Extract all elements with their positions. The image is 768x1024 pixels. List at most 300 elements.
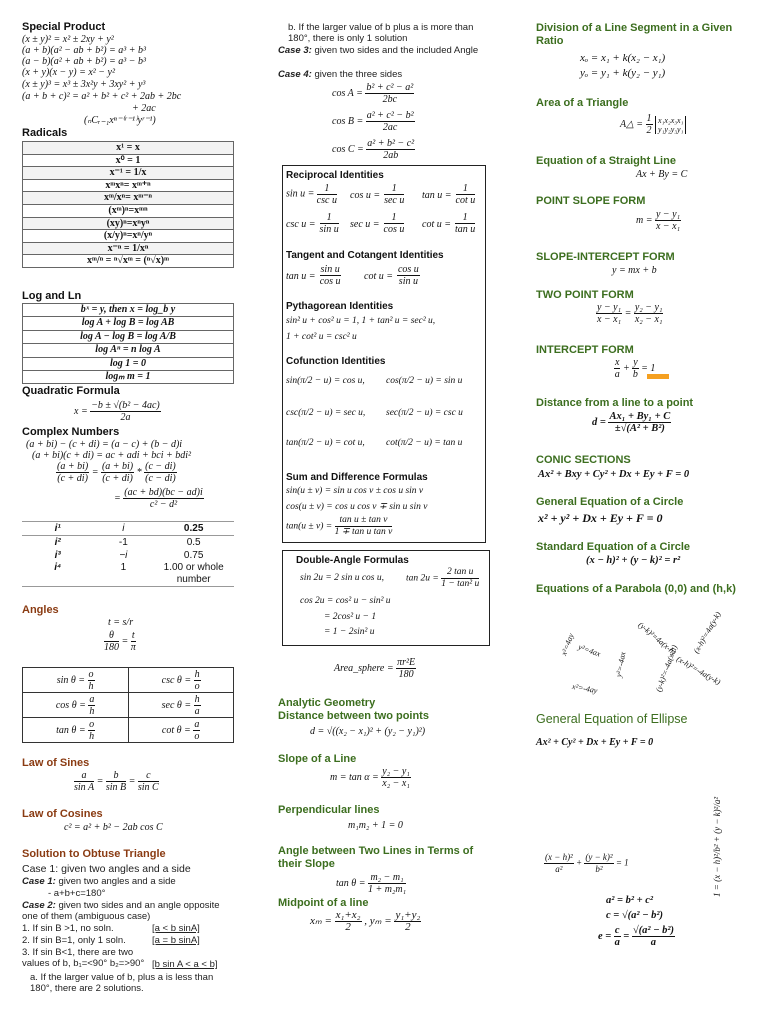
- imag-fraction: 1.00 or whole number: [163, 562, 224, 585]
- label: tan(u ± v) =: [286, 521, 333, 532]
- frac-den: a²: [555, 864, 563, 874]
- obtuse-sub-b: b. If the larger value of b plus a is more than 180°, there is only 1 solution: [288, 22, 474, 44]
- frac-den: sin B: [105, 782, 127, 793]
- frac-den: 1 − tan² u: [441, 579, 480, 589]
- quadratic-numerator: −b ± √(b² − 4ac): [91, 400, 160, 411]
- midpoint-title: Midpoint of a line: [278, 897, 369, 909]
- label: sin u =: [286, 188, 315, 200]
- imag-fraction: 0.5: [186, 537, 201, 548]
- radical-row: x¹ = x: [23, 142, 234, 155]
- obtuse-case1-sub: - a+b+c=180°: [48, 888, 106, 899]
- sum-diff-tan: [286, 515, 392, 538]
- quadratic-title: Quadratic Formula: [22, 385, 120, 397]
- frac-num: 2 tan u: [441, 567, 479, 579]
- cos-label: cos B =: [332, 115, 364, 127]
- imag-value: −i: [119, 550, 128, 561]
- special-product-line: (x + y)(x − y) = x² − y²: [22, 67, 115, 78]
- trig-ratios-table: [22, 667, 234, 743]
- plus: +: [622, 362, 630, 374]
- frac-den: cot u: [455, 195, 476, 206]
- label: A△ =: [620, 118, 644, 130]
- straight-line-formula: Ax + By = C: [636, 169, 688, 180]
- cofunction-row: cos(π/2 − u) = sin u: [386, 376, 463, 386]
- frac-num: b² + c² − a²: [366, 82, 414, 93]
- frac-den: sec u: [384, 195, 405, 206]
- case-label: Case 1:: [22, 876, 56, 887]
- matrix-row: x₁x₂x₃x₁: [658, 115, 684, 125]
- frac-den: 2: [405, 921, 411, 933]
- cos-label: cos C =: [332, 143, 364, 155]
- obtuse-title: Solution to Obtuse Triangle: [22, 848, 166, 860]
- frac-num: c: [138, 770, 159, 782]
- cos-rule: [332, 138, 415, 161]
- obtuse-item: 2. If sin B=1, only 1 soln.: [22, 935, 126, 946]
- pythag-title: Pythagorean Identities: [286, 301, 394, 312]
- frac-num: (c − di): [145, 461, 176, 472]
- cot-identity: [364, 264, 420, 287]
- slope-intercept-title: SLOPE-INTERCEPT FORM: [536, 251, 675, 263]
- parabola-label: (x-h)²=-4a(y-k): [675, 654, 723, 687]
- cofunction-row: sin(π/2 − u) = cos u,: [286, 376, 365, 386]
- log-row: logₘ m = 1: [23, 371, 234, 384]
- radicals-table: [22, 141, 234, 268]
- frac-num: y − y₁: [597, 302, 622, 313]
- frac-den: o: [194, 680, 200, 692]
- frac-den: cos u: [383, 224, 405, 235]
- frac-num: 1: [384, 212, 405, 224]
- obtuse-case2: [22, 900, 236, 922]
- radical-row: x⁻ⁿ = 1/xⁿ: [23, 242, 234, 255]
- cofunction-row: tan(π/2 − u) = cot u,: [286, 438, 365, 448]
- frac-num: m₂ − m₁: [368, 872, 406, 884]
- cos-label: cos A =: [332, 87, 363, 99]
- division-line: yₒ = y₁ + k(y₂ − y₁): [580, 67, 666, 79]
- obtuse-sub-a: a. If the larger value of b, plus a is less than 180°, there are 2 solutions.: [30, 972, 214, 994]
- frac-den: a: [614, 369, 620, 380]
- frac-num: y − y₁: [655, 209, 681, 220]
- ellipse-relation: c = √(a² − b²): [606, 910, 664, 921]
- label: xₘ =: [310, 915, 332, 928]
- frac-num: (y − k)²: [585, 852, 613, 862]
- frac-den: (c + di): [57, 473, 88, 484]
- radical-row: xᵐ/ⁿ = ⁿ√xᵐ = (ⁿ√x)ᵐ: [23, 255, 234, 268]
- case4: [278, 69, 402, 80]
- trig-cell: [23, 693, 129, 718]
- frac-den: h: [88, 680, 94, 692]
- double-line: sin 2u = 2 sin u cos u,: [300, 573, 384, 583]
- trig-label: csc θ =: [161, 674, 192, 686]
- angles-eq2: [104, 630, 136, 653]
- frac-den: 2: [646, 125, 652, 136]
- frac-num: 1: [455, 212, 475, 224]
- log-row: log 1 = 0: [23, 357, 234, 370]
- quadratic-lhs: x =: [74, 405, 88, 417]
- imag-value: i: [122, 523, 125, 534]
- equals: =: [91, 466, 99, 478]
- binomial-term: (ₙCᵣ₋₁xⁿ⁻⁽ʳ⁻¹⁾yʳ⁻¹): [84, 115, 156, 126]
- obtuse-case1-heading: Case 1: given two angles and a side: [22, 863, 191, 875]
- equals-one: = 1: [615, 857, 629, 868]
- special-product-title: Special Product: [22, 21, 106, 33]
- radical-row: (xᵐ)ⁿ=xᵐⁿ: [23, 204, 234, 217]
- trig-label: cos θ =: [55, 699, 86, 711]
- special-product-line: (a − b)(a² + ab + b²) = a³ − b³: [22, 56, 147, 67]
- pythag-line: 1 + cot² u = csc² u: [286, 332, 357, 342]
- equals: =: [121, 635, 129, 647]
- angle-lines-formula: [336, 872, 406, 895]
- equals-one: = 1: [641, 362, 656, 374]
- frac-num: a: [74, 770, 94, 782]
- label: m =: [636, 214, 653, 226]
- frac-num: 1: [384, 183, 404, 195]
- frac-den: a: [650, 937, 657, 948]
- frac-den: sin C: [137, 782, 159, 793]
- parabola-label: y²=4ax: [577, 642, 602, 659]
- slope-intercept-formula: y = mx + b: [612, 265, 657, 276]
- analytic-title: Analytic Geometry: [278, 697, 376, 709]
- reciprocal-row: [422, 183, 475, 206]
- log-table: [22, 303, 234, 384]
- frac-den: (c − di): [145, 473, 176, 484]
- ellipse-formula: Ax² + Cy² + Dx + Ey + F = 0: [536, 737, 654, 748]
- trig-cell: [129, 718, 234, 743]
- obtuse-condition: [a = b sinA]: [152, 935, 200, 946]
- frac-den: 2ab: [383, 150, 399, 161]
- std-circle-title: Standard Equation of a Circle: [536, 541, 691, 553]
- imag-fraction: 0.25: [183, 523, 204, 534]
- frac-den: 1 + m₂m₁: [367, 884, 407, 895]
- label: tan 2u =: [406, 573, 439, 584]
- complex-line: (a + bi)(c + di) = ac + adi + bci + bdi²: [32, 450, 192, 461]
- special-product-line: + 2ac: [132, 103, 156, 114]
- law-sines-formula: [74, 770, 159, 793]
- imag-power: i²: [54, 537, 61, 548]
- trig-label: tan θ =: [56, 724, 86, 736]
- frac-den: b²: [595, 864, 603, 874]
- frac-num: πr²E: [397, 657, 416, 668]
- frac-den: 2bc: [382, 94, 398, 105]
- special-product-line: (x ± y)² = x² ± 2xy + y²: [22, 34, 114, 45]
- label: sec u =: [350, 219, 380, 231]
- complex-line: (a + bi) − (c + di) = (a − c) + (b − d)i: [26, 439, 183, 450]
- midpoint-formula: [310, 910, 421, 933]
- equals: =: [623, 930, 630, 942]
- case-text: given two sides and an angle opposite one of them (ambiguous case): [22, 900, 220, 922]
- frac-den: 180: [398, 669, 414, 680]
- angles-title: Angles: [22, 604, 59, 616]
- slope-title: Slope of a Line: [278, 753, 357, 765]
- obtuse-case1: [22, 876, 176, 887]
- log-title: Log and Ln: [22, 290, 82, 302]
- obtuse-item: 1. If sin B >1, no soln.: [22, 923, 114, 934]
- obtuse-condition: [b sin A < a < b]: [152, 959, 218, 970]
- parabola-graphic: [534, 612, 754, 704]
- frac-num: (ac + bd)(bc − ad)i: [124, 487, 203, 498]
- frac-den: sin A: [74, 782, 95, 793]
- frac-num: y: [633, 357, 638, 368]
- frac-num: a: [194, 718, 200, 730]
- parabola-title: Equations of a Parabola (0,0) and (h,k): [536, 583, 736, 595]
- label: , yₘ =: [364, 915, 392, 928]
- ellipse-rotated: 1 = (x − h)²/b² + (y − k)²/a²: [712, 796, 722, 897]
- frac-den: h: [89, 705, 95, 717]
- ellipse-relation: a² = b² + c²: [606, 895, 654, 906]
- complex-division: [56, 461, 177, 484]
- double-line: = 1 − 2sin² u: [324, 627, 375, 637]
- frac-den: x − x₁: [655, 221, 681, 232]
- angle-lines-title: Angle between Two Lines in Terms of their Slope: [278, 845, 474, 870]
- area-triangle-title: Area of a Triangle: [536, 97, 629, 109]
- trig-cell: [129, 668, 234, 693]
- frac-num: t: [131, 630, 135, 641]
- frac-num: Ax₁ + By₁ + C: [609, 411, 671, 422]
- radicals-title: Radicals: [22, 127, 68, 139]
- double-angle-title: Double-Angle Formulas: [296, 555, 409, 566]
- quadratic-denominator: 2a: [120, 412, 131, 423]
- parabola-label: (x-h)²=4a(y-k): [691, 610, 723, 655]
- frac-den: b: [632, 369, 638, 380]
- frac-num: cos u: [397, 264, 419, 275]
- cofunction-title: Cofunction Identities: [286, 356, 386, 367]
- double-tan: [406, 567, 479, 590]
- frac-den: h: [89, 730, 95, 742]
- cofunction-row: csc(π/2 − u) = sec u,: [286, 408, 366, 418]
- frac-den: tan u: [454, 224, 476, 235]
- point-slope-title: POINT SLOPE FORM: [536, 195, 646, 207]
- cofunction-row: cot(π/2 − u) = tan u: [386, 438, 463, 448]
- parabola-label: (y-k)²=4a(x-h): [636, 620, 678, 657]
- division-title: Division of a Line Segment in a Given Ratio: [536, 22, 733, 47]
- frac-num: θ: [104, 630, 119, 642]
- radical-row: (x/y)ⁿ=xⁿ/yⁿ: [23, 230, 234, 243]
- frac-num: (x − h)²: [545, 852, 573, 862]
- frac-den: a: [194, 705, 200, 717]
- frac-num: a² + b² − c²: [367, 138, 415, 149]
- straight-line-title: Equation of a Straight Line: [536, 155, 676, 167]
- tan-identity: [286, 264, 341, 287]
- reciprocal-row: [286, 212, 339, 235]
- reciprocal-row: [286, 183, 337, 206]
- law-cosines-formula: c² = a² + b² − 2ab cos C: [64, 822, 163, 833]
- equals: =: [114, 492, 121, 504]
- trig-label: cot θ =: [161, 724, 191, 736]
- frac-den: x₂ − x₁: [382, 778, 410, 789]
- eccentricity: [598, 925, 675, 948]
- imag-fraction: 0.75: [183, 550, 204, 561]
- frac-den: x − x₁: [597, 314, 622, 325]
- dist-point-title: Distance from a line to a point: [536, 397, 694, 409]
- frac-den: 2: [345, 921, 351, 933]
- label: tan u =: [422, 190, 452, 202]
- parabola-label: x²=-4ay: [571, 681, 599, 696]
- highlight-mark: [647, 374, 669, 379]
- gen-circle-title: General Equation of a Circle: [536, 496, 684, 508]
- equals: =: [624, 307, 632, 319]
- division-line: xₒ = x₁ + k(x₂ − x₁): [580, 52, 666, 64]
- imag-power: i³: [54, 550, 61, 561]
- frac-num: a: [89, 693, 95, 705]
- frac-num: √(a² − b²): [632, 925, 674, 936]
- label: d =: [592, 416, 606, 428]
- cofunction-row: sec(π/2 − u) = csc u: [386, 408, 463, 418]
- quadratic-formula: [74, 400, 161, 423]
- trig-cell: [23, 668, 129, 693]
- intercept-formula: [614, 357, 655, 380]
- case-text: given two sides and the included Angle: [314, 45, 479, 56]
- perp-formula: m₁m₂ + 1 = 0: [348, 820, 403, 831]
- label: cos u =: [350, 190, 381, 202]
- special-product-line: (a + b + c)² = a² + b² + c² + 2ab + 2bc: [22, 91, 182, 102]
- trig-cell: [129, 693, 234, 718]
- frac-num: (a + bi): [101, 461, 134, 472]
- frac-num: sin u: [320, 264, 340, 275]
- frac-num: 1: [320, 212, 339, 224]
- imag-value: -1: [118, 537, 128, 548]
- frac-den: a: [614, 937, 620, 948]
- frac-num: o: [89, 718, 95, 730]
- two-point-formula: [596, 302, 663, 325]
- complex-title: Complex Numbers: [22, 426, 120, 438]
- special-product-line: (a + b)(a² − ab + b²) = a³ + b³: [22, 45, 147, 56]
- std-circle-formula: (x − h)² + (y − k)² = r²: [586, 555, 681, 566]
- point-slope-formula: [636, 209, 681, 232]
- special-product-line: (x ± y)³ = x³ ± 3x²y + 3xy² + y³: [22, 79, 146, 90]
- frac-den: 2ac: [382, 122, 398, 133]
- equals: =: [96, 775, 104, 787]
- frac-num: b: [106, 770, 126, 782]
- angles-eq1: t = s/r: [108, 617, 134, 628]
- frac-num: tan u ± tan v: [335, 515, 393, 527]
- radical-row: x⁻¹ = 1/x: [23, 167, 234, 180]
- radical-row: (xy)ⁿ=xⁿyⁿ: [23, 217, 234, 230]
- times: *: [136, 466, 142, 478]
- frac-num: x: [615, 357, 620, 368]
- frac-num: h: [194, 693, 200, 705]
- conic-title: CONIC SECTIONS: [536, 454, 631, 466]
- obtuse-condition: [a < b sinA]: [152, 923, 200, 934]
- parabola-label: y²=-4ax: [614, 651, 628, 678]
- gen-circle-formula: x² + y² + Dx + Ey + F = 0: [538, 511, 663, 525]
- sum-diff-line: cos(u ± v) = cos u cos v ∓ sin u sin v: [286, 502, 428, 512]
- frac-den: o: [194, 730, 200, 742]
- log-row: bˣ = y, then x = log_b y: [23, 304, 234, 317]
- frac-num: 1: [456, 183, 476, 195]
- trig-label: sin θ =: [56, 674, 86, 686]
- label: tan u =: [286, 271, 316, 283]
- frac-den: π: [130, 642, 136, 653]
- reciprocal-title: Reciprocal Identities: [286, 170, 384, 181]
- frac-num: 1: [646, 113, 652, 124]
- complex-result: [114, 487, 204, 510]
- ellipse-standard: [544, 852, 629, 875]
- frac-num: (a + bi): [57, 461, 89, 472]
- case-text: given the three sides: [314, 69, 403, 80]
- frac-num: 1: [317, 183, 337, 195]
- imag-power: i¹: [54, 523, 61, 534]
- frac-num: y₂ − y₁: [382, 766, 410, 777]
- double-line: = 2cos² u − 1: [324, 612, 377, 622]
- double-line: cos 2u = cos² u − sin² u: [300, 596, 391, 606]
- imag-power: i⁴: [54, 562, 62, 573]
- slope-formula: [330, 766, 411, 789]
- radical-row: x⁰ = 1: [23, 154, 234, 167]
- frac-den: c² − d²: [149, 499, 178, 510]
- case-label: Case 4:: [278, 69, 312, 80]
- reciprocal-row: [350, 212, 404, 235]
- label: e =: [598, 930, 612, 942]
- two-point-title: TWO POINT FORM: [536, 289, 634, 301]
- distance-formula: d = √((x₂ − x₁)² + (y₂ − y₁)²): [310, 726, 426, 737]
- sphere-area: [334, 657, 416, 680]
- frac-den: 1 ∓ tan u tan v: [334, 527, 393, 537]
- case3: [278, 45, 490, 56]
- case-text: given two angles and a side: [58, 876, 176, 887]
- pythag-line: sin² u + cos² u = 1, 1 + tan² u = sec² u,: [286, 316, 436, 326]
- frac-den: cos u: [319, 276, 341, 287]
- distance-title: Distance between two points: [278, 710, 429, 722]
- label: cot u =: [422, 219, 451, 231]
- obtuse-item: 3. If sin B<1, there are two values of b, b₁=<90° b₂=>90°: [22, 947, 145, 969]
- frac-den: ±√(A² + B²): [614, 423, 665, 434]
- sum-diff-title: Sum and Difference Formulas: [286, 472, 428, 483]
- reciprocal-row: [350, 183, 404, 206]
- law-cosines-title: Law of Cosines: [22, 808, 103, 820]
- frac-num: x₁+x₂: [335, 909, 361, 921]
- frac-den: sin u: [398, 276, 418, 287]
- frac-den: sin u: [319, 224, 339, 235]
- law-sines-title: Law of Sines: [22, 757, 90, 769]
- imag-value: 1: [120, 562, 127, 573]
- frac-den: x₂ − x₁: [634, 314, 663, 325]
- parabola-label: (y-k)²=-4a(x-h): [653, 643, 680, 694]
- label: m = tan α =: [330, 771, 379, 783]
- imaginary-table: [22, 521, 234, 587]
- label: tan θ =: [336, 877, 366, 889]
- label: cot u =: [364, 271, 393, 283]
- frac-den: csc u: [316, 195, 337, 206]
- label: csc u =: [286, 219, 316, 231]
- frac-den: 180: [104, 642, 119, 653]
- dist-point-formula: [592, 411, 671, 434]
- case-label: Case 3:: [278, 45, 312, 56]
- matrix-row: y₁y₂y₃y₁: [658, 124, 684, 134]
- intercept-title: INTERCEPT FORM: [536, 344, 634, 356]
- conic-formula: Ax² + Bxy + Cy² + Dx + Ey + F = 0: [538, 469, 690, 480]
- case-label: Case 2:: [22, 900, 56, 911]
- frac-num: h: [194, 668, 200, 680]
- sum-diff-line: sin(u ± v) = sin u cos v ± cos u sin v: [286, 486, 424, 496]
- equals: =: [128, 775, 136, 787]
- log-row: log A + log B = log AB: [23, 317, 234, 330]
- area-triangle-formula: [620, 113, 686, 136]
- ellipse-title: General Equation of Ellipse: [536, 712, 688, 726]
- frac-num: c: [614, 925, 620, 936]
- plus: +: [576, 857, 583, 868]
- label: Area_sphere =: [334, 662, 394, 674]
- parabola-label: x²=4ay: [559, 632, 576, 657]
- radical-row: xᵐ/xⁿ= xᵐ⁻ⁿ: [23, 192, 234, 205]
- tan-cot-title: Tangent and Cotangent Identities: [286, 250, 444, 261]
- trig-cell: [23, 718, 129, 743]
- frac-num: o: [88, 668, 94, 680]
- log-row: log A − log B = log A/B: [23, 330, 234, 343]
- frac-num: a² + c² − b²: [366, 110, 414, 121]
- cos-rule: [332, 82, 414, 105]
- perp-title: Perpendicular lines: [278, 804, 380, 816]
- frac-den: (c + di): [102, 473, 133, 484]
- cos-rule: [332, 110, 415, 133]
- trig-label: sec θ =: [161, 699, 192, 711]
